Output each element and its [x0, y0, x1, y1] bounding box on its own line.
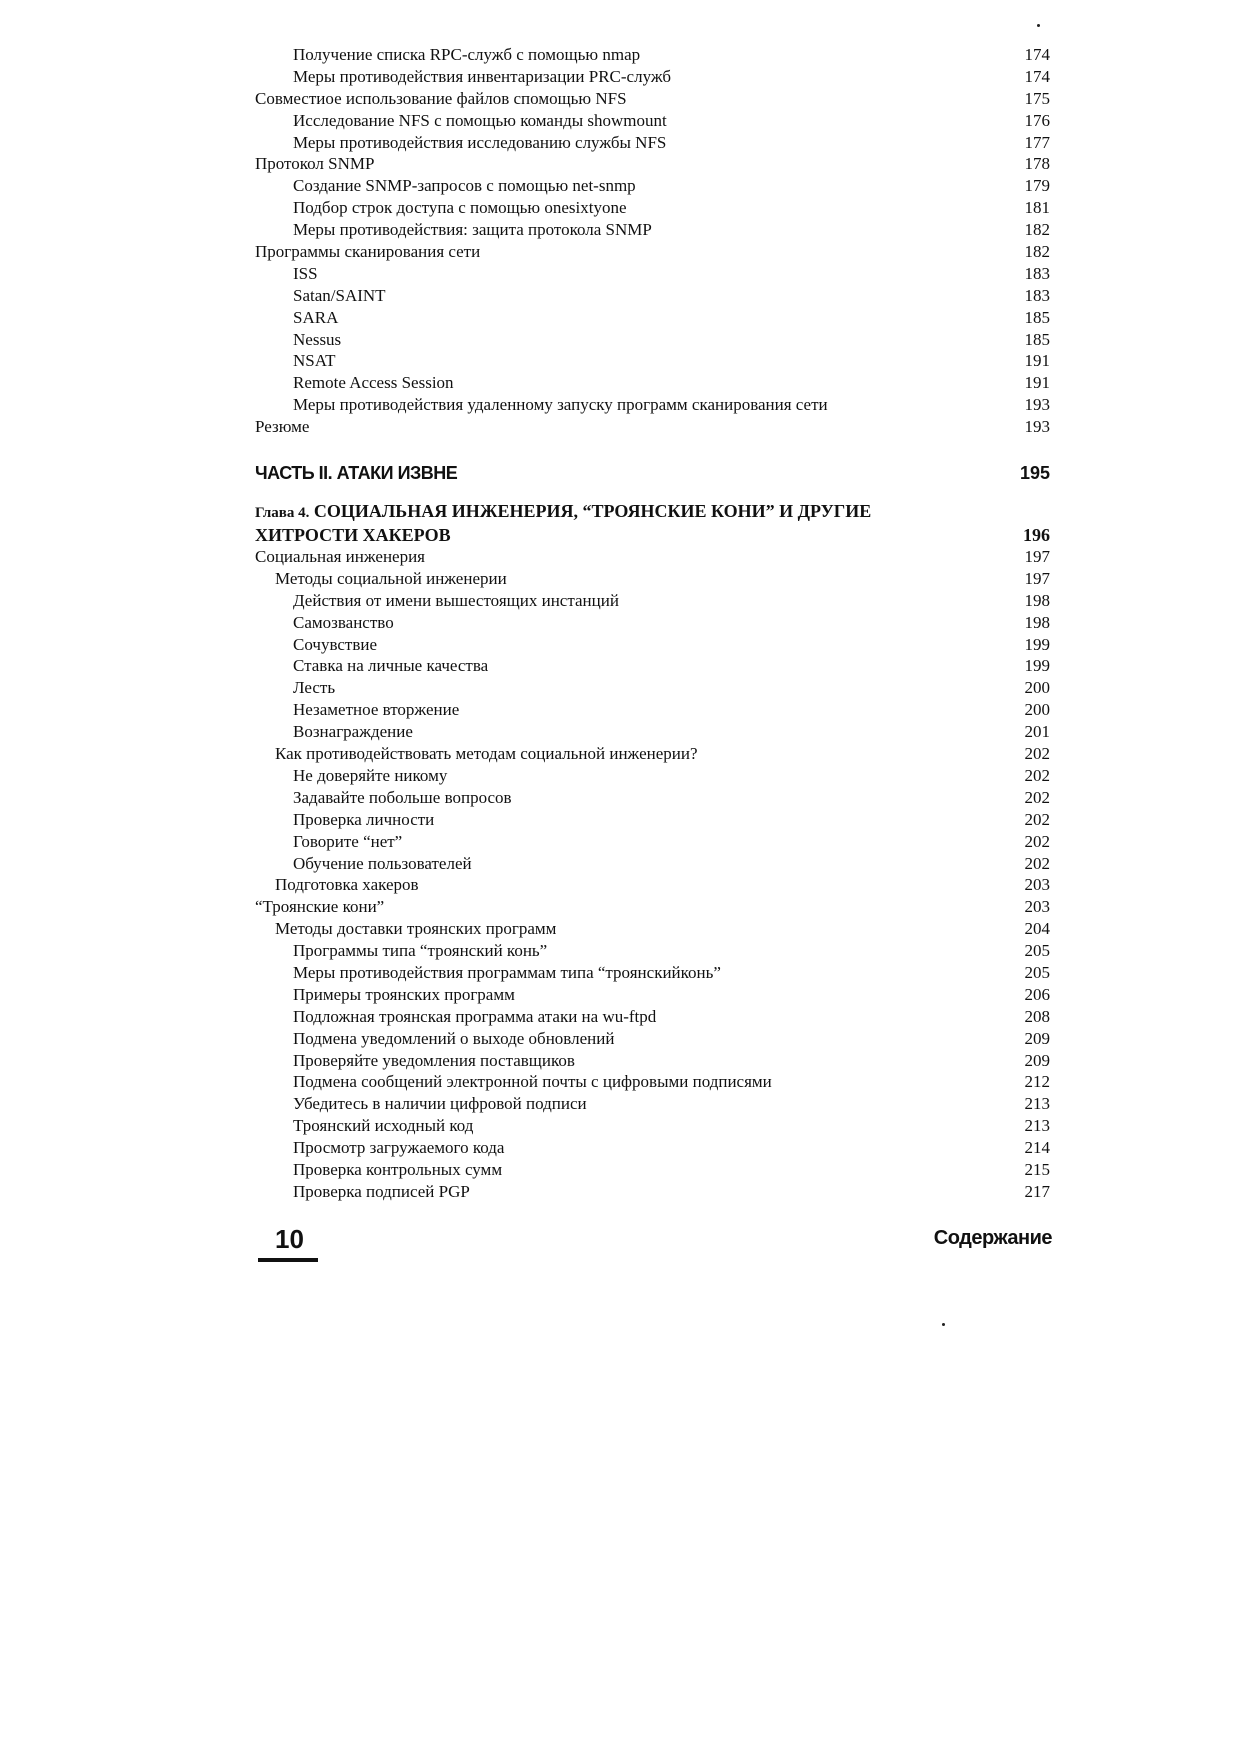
toc-entry-title: Социальная инженерия: [255, 547, 425, 567]
toc-entry[interactable]: [255, 132, 1050, 154]
toc-entry[interactable]: [255, 721, 1050, 743]
toc-entry[interactable]: [255, 743, 1050, 765]
chapter-prefix: Глава 4.: [255, 505, 310, 522]
toc-entry-title: Программы сканирования сети: [255, 242, 481, 262]
toc-entry-title: Совместиое использование файлов спомощью NFS: [255, 88, 627, 108]
toc-entry[interactable]: [255, 1006, 1050, 1028]
toc-entry-page: 200: [1024, 678, 1050, 698]
toc-entry[interactable]: [255, 546, 1050, 568]
toc-entry-page: 212: [1024, 1072, 1050, 1092]
toc-entry-page: 179: [1024, 176, 1050, 196]
toc-entry-page: 204: [1024, 919, 1050, 939]
toc-entry-title: Проверяйте уведомления поставщиков: [293, 1050, 575, 1070]
toc-entry-page: 182: [1024, 220, 1050, 240]
toc-entry-page: 200: [1024, 700, 1050, 720]
toc-entry-page: 203: [1024, 897, 1050, 917]
toc-entry[interactable]: [255, 918, 1050, 940]
toc-entry-page: 202: [1024, 831, 1050, 851]
toc-entry-page: 206: [1024, 984, 1050, 1004]
toc-entry[interactable]: [255, 677, 1050, 699]
toc-entry-page: 183: [1024, 285, 1050, 305]
toc-entry[interactable]: [255, 634, 1050, 656]
toc-entry-title: Незаметное вторжение: [293, 700, 460, 720]
toc-entry-page: 198: [1024, 590, 1050, 610]
toc-entry[interactable]: [255, 44, 1050, 66]
toc-entry[interactable]: [255, 110, 1050, 132]
part-page: 195: [1019, 463, 1050, 484]
toc-entry[interactable]: [255, 874, 1050, 896]
toc-entry[interactable]: [255, 241, 1050, 263]
toc-entry-page: 202: [1024, 744, 1050, 764]
toc-entry-page: 193: [1024, 417, 1050, 437]
toc-entry-page: 201: [1024, 722, 1050, 742]
toc-entry-title: Ставка на личные качества: [293, 656, 489, 676]
toc-entry-title: Проверка подписей PGP: [293, 1181, 470, 1201]
toc-entry-page: 175: [1024, 88, 1050, 108]
toc-entry-page: 191: [1024, 351, 1050, 371]
page-number: 10: [275, 1224, 304, 1254]
toc-entry-title: Подмена сообщений электронной почты с цифровыми подписями: [293, 1072, 772, 1092]
toc-entry-title: Nessus: [293, 329, 342, 349]
toc-entry-title: Satan/SAINT: [293, 285, 386, 305]
toc-entry-page: 217: [1024, 1181, 1050, 1201]
toc-entry[interactable]: [255, 285, 1050, 307]
table-of-contents: [255, 44, 1050, 1203]
toc-entry-page: 174: [1024, 45, 1050, 64]
toc-entry-title: Меры противодействия инвентаризации PRC-служб: [293, 66, 672, 86]
toc-entry-page: 202: [1024, 765, 1050, 785]
toc-entry-page: 199: [1024, 656, 1050, 676]
toc-entry[interactable]: [255, 1137, 1050, 1159]
toc-entry[interactable]: [255, 416, 1050, 438]
toc-entry-title: Методы доставки троянских программ: [275, 919, 557, 939]
toc-entry-page: 181: [1024, 198, 1050, 218]
toc-entry-title: Резюме: [255, 417, 310, 437]
toc-entry-page: 213: [1024, 1094, 1050, 1114]
toc-entry[interactable]: [255, 896, 1050, 918]
running-footer-title: Содержание: [933, 1227, 1052, 1249]
toc-entry-title: Меры противодействия исследованию службы NFS: [293, 132, 667, 152]
toc-entry-title: Как противодействовать методам социальной инженерии?: [275, 744, 698, 764]
toc-entry[interactable]: [255, 1093, 1050, 1115]
toc-entry-title: Получение списка RPC-служб с помощью nmap: [293, 45, 641, 64]
toc-entry-page: 185: [1024, 329, 1050, 349]
toc-entry-title: Подмена уведомлений о выходе обновлений: [293, 1028, 615, 1048]
toc-entry-title: SARA: [293, 307, 339, 327]
toc-entry-page: 185: [1024, 307, 1050, 327]
toc-entry[interactable]: [255, 1115, 1050, 1137]
toc-entry[interactable]: [255, 394, 1050, 416]
toc-entry-page: 177: [1024, 132, 1050, 152]
toc-entry-title: Обучение пользователей: [293, 853, 472, 873]
toc-entry-title: Проверка контрольных сумм: [293, 1159, 503, 1179]
toc-entry-page: 182: [1024, 242, 1050, 262]
toc-entry-title: Подложная троянская программа атаки на wu-ftpd: [293, 1006, 657, 1026]
toc-entry[interactable]: [255, 153, 1050, 175]
toc-entry-page: 202: [1024, 853, 1050, 873]
toc-entry-page: 215: [1024, 1159, 1050, 1179]
toc-entry-title: Троянский исходный код: [293, 1116, 474, 1136]
toc-entry-title: Меры противодействия: защита протокола SNMP: [293, 220, 652, 240]
toc-entry-page: 205: [1024, 962, 1050, 982]
toc-entry-page: 213: [1024, 1116, 1050, 1136]
toc-entry-title: Убедитесь в наличии цифровой подписи: [293, 1094, 587, 1114]
toc-entry-title: Проверка личности: [293, 809, 435, 829]
toc-entry-title: Меры противодействия удаленному запуску программ сканирования сети: [293, 395, 828, 415]
scan-speck: [1037, 24, 1040, 27]
toc-entry[interactable]: [255, 962, 1050, 984]
toc-entry[interactable]: [255, 1050, 1050, 1072]
toc-entry-title: Самозванство: [293, 612, 394, 632]
toc-entry-title: Примеры троянских программ: [293, 984, 515, 1004]
toc-entry-page: 202: [1024, 787, 1050, 807]
toc-entry-title: Протокол SNMP: [255, 154, 375, 174]
part-heading[interactable]: [255, 458, 1050, 488]
toc-entry[interactable]: [255, 1159, 1050, 1181]
toc-entry[interactable]: [255, 940, 1050, 962]
toc-entry-title: Меры противодействия программам типа “троянскийконь”: [293, 962, 721, 982]
toc-entry[interactable]: [255, 809, 1050, 831]
toc-entry[interactable]: [255, 88, 1050, 110]
toc-entry[interactable]: [255, 787, 1050, 809]
toc-entry[interactable]: [255, 853, 1050, 875]
toc-entry-page: 205: [1024, 941, 1050, 961]
toc-entry-page: 208: [1024, 1006, 1050, 1026]
toc-entry-title: Говорите “нет”: [293, 831, 403, 851]
toc-entry-title: Действия от имени вышестоящих инстанций: [293, 590, 619, 610]
toc-entry[interactable]: [255, 66, 1050, 88]
toc-entry-page: 198: [1024, 612, 1050, 632]
toc-entry-title: Remote Access Session: [293, 373, 454, 393]
toc-entry[interactable]: [255, 219, 1050, 241]
toc-entry-page: 199: [1024, 634, 1050, 654]
toc-entry-title: Не доверяйте никому: [293, 765, 448, 785]
toc-entry[interactable]: [255, 765, 1050, 787]
toc-entry-title: NSAT: [293, 351, 336, 371]
scan-speck: [942, 1323, 945, 1326]
toc-entry-page: 202: [1024, 809, 1050, 829]
toc-entry-title: Сочувствие: [293, 634, 378, 654]
toc-section-chapter3-tail: [255, 44, 1050, 438]
toc-entry-title: “Троянские кони”: [255, 897, 385, 917]
toc-entry-title: Исследование NFS с помощью команды showmount: [293, 110, 667, 130]
toc-entry[interactable]: [255, 1028, 1050, 1050]
toc-entry-page: 174: [1024, 66, 1050, 86]
toc-entry-page: 214: [1024, 1138, 1050, 1158]
toc-entry-title: Подбор строк доступа с помощью onesixtyone: [293, 198, 627, 218]
toc-entry[interactable]: [255, 568, 1050, 590]
toc-entry[interactable]: [255, 307, 1050, 329]
toc-entry[interactable]: [255, 984, 1050, 1006]
page-number-rule: [258, 1258, 318, 1262]
toc-entry[interactable]: [255, 1071, 1050, 1093]
toc-entry-title: Методы социальной инженерии: [275, 568, 507, 588]
toc-entry-title: Просмотр загружаемого кода: [293, 1138, 505, 1158]
toc-entry[interactable]: [255, 699, 1050, 721]
toc-entry-page: 203: [1024, 875, 1050, 895]
toc-entry-page: 197: [1024, 547, 1050, 567]
toc-entry[interactable]: [255, 612, 1050, 634]
toc-entry[interactable]: [255, 655, 1050, 677]
toc-entry-page: 176: [1024, 110, 1050, 130]
toc-entry[interactable]: [255, 590, 1050, 612]
toc-entry-page: 178: [1024, 154, 1050, 174]
toc-entry[interactable]: [255, 1181, 1050, 1203]
toc-entry-page: 197: [1024, 568, 1050, 588]
toc-entry-page: 209: [1024, 1028, 1050, 1048]
toc-entry-page: 183: [1024, 263, 1050, 283]
toc-entry-title: Программы типа “троянский конь”: [293, 941, 548, 961]
toc-entry-title: ISS: [293, 263, 318, 283]
toc-entry-title: Вознаграждение: [293, 722, 413, 742]
toc-section-chapter4: [255, 546, 1050, 1203]
toc-entry-page: 193: [1024, 395, 1050, 415]
part-title: ЧАСТЬ II. АТАКИ ИЗВНЕ: [255, 463, 458, 484]
toc-entry[interactable]: [255, 175, 1050, 197]
toc-entry[interactable]: [255, 831, 1050, 853]
toc-entry[interactable]: [255, 372, 1050, 394]
toc-entry-title: Лесть: [293, 678, 336, 698]
toc-entry[interactable]: [255, 197, 1050, 219]
toc-entry-title: Задавайте побольше вопросов: [293, 787, 512, 807]
toc-entry-page: 209: [1024, 1050, 1050, 1070]
toc-entry[interactable]: [255, 263, 1050, 285]
toc-entry-page: 191: [1024, 373, 1050, 393]
chapter-heading[interactable]: [255, 500, 1050, 546]
chapter-title-line2: ХИТРОСТИ ХАКЕРОВ: [255, 525, 451, 546]
chapter-title-line1: [255, 500, 1050, 524]
toc-entry-title: Создание SNMP-запросов с помощью net-snmp: [293, 176, 636, 196]
chapter-title-text: СОЦИАЛЬНАЯ ИНЖЕНЕРИЯ, “ТРОЯНСКИЕ КОНИ” И ДРУГИЕ: [313, 501, 872, 522]
chapter-page: 196: [1023, 525, 1050, 546]
toc-entry[interactable]: [255, 350, 1050, 372]
toc-entry-title: Подготовка хакеров: [275, 875, 419, 895]
toc-entry[interactable]: [255, 329, 1050, 351]
